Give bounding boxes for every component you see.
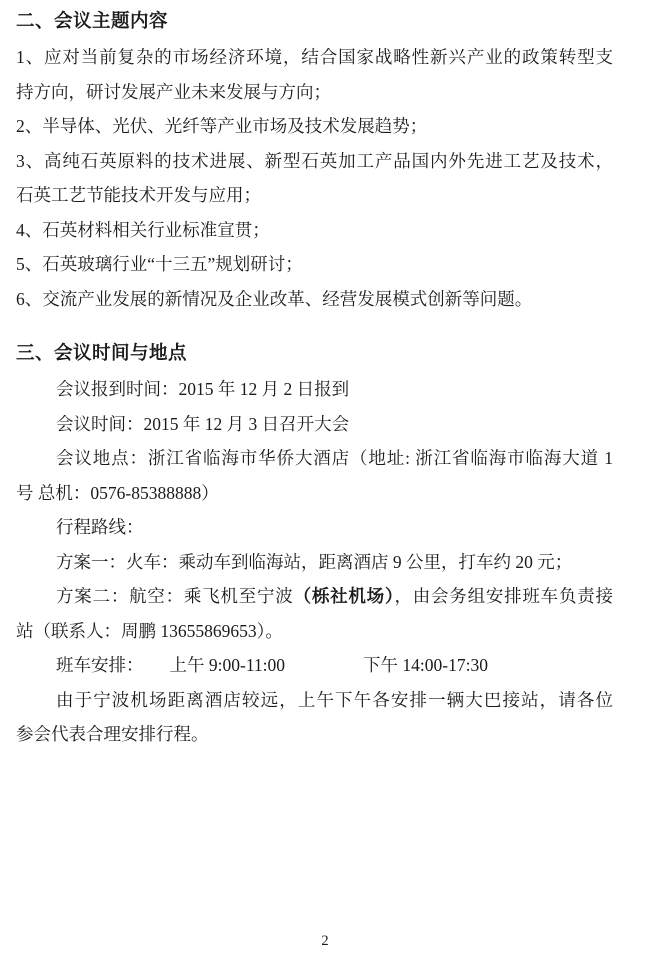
shuttle-morning-time: 上午 9:00-11:00 (169, 655, 286, 675)
topic-item-3-line-2: 石英工艺节能技术开发与应用； (16, 185, 261, 205)
topic-item-4: 4、石英材料相关行业标准宣贯； (16, 219, 270, 240)
shuttle-label: 班车安排： (56, 655, 144, 675)
shuttle-afternoon-time: 下午 14:00-17:30 (363, 655, 488, 675)
registration-time: 会议报到时间：2015 年 12 月 2 日报到 (56, 379, 350, 399)
plan-2-text-before-airport: 方案二：航空：乘飞机至宁波 (56, 586, 294, 606)
topic-item-1-line-2: 持方向，研讨发展产业未来发展与方向； (16, 81, 331, 102)
venue-line-1: 会议地点：浙江省临海市华侨大酒店（地址: 浙江省临海市临海大道 1 (56, 448, 613, 468)
route-label: 行程路线： (56, 517, 144, 537)
meeting-time: 会议时间：2015 年 12 月 3 日召开大会 (56, 413, 350, 434)
shuttle-schedule (16, 648, 613, 683)
travel-plan-1: 方案一：火车：乘动车到临海站，距离酒店 9 公里，打车约 20 元； (56, 551, 573, 572)
section-3-heading: 三、会议时间与地点 (16, 344, 188, 364)
venue-line-2: 号 总机：0576-85388888） (16, 482, 219, 503)
shuttle-note-line-2: 参会代表合理安排行程。 (16, 724, 209, 744)
topic-item-3-line-1: 3、高纯石英原料的技术进展、新型石英加工产品国内外先进工艺及技术， (16, 150, 613, 171)
travel-plan-2-line-2: 站（联系人：周鹏 13655869653）。 (16, 620, 283, 641)
section-2-heading: 二、会议主题内容 (16, 12, 169, 32)
topic-item-2: 2、半导体、光伏、光纤等产业市场及技术发展趋势； (16, 116, 428, 136)
plan-2-text-after-airport: ，由会务组安排班车负责接 (394, 586, 614, 606)
airport-name-bold: （栎社机场） (293, 586, 395, 606)
topic-item-5: 5、石英玻璃行业“十三五”规划研讨； (16, 254, 303, 274)
travel-plan-2-line-1 (16, 579, 613, 614)
topic-item-1-line-1: 1、应对当前复杂的市场经济环境，结合国家战略性新兴产业的政策转型支 (16, 47, 613, 67)
page-number: 2 (321, 932, 329, 949)
topic-item-6: 6、交流产业发展的新情况及企业改革、经营发展模式创新等问题。 (16, 288, 533, 309)
shuttle-note-line-1: 由于宁波机场距离酒店较远，上午下午各安排一辆大巴接站，请各位 (56, 689, 613, 710)
